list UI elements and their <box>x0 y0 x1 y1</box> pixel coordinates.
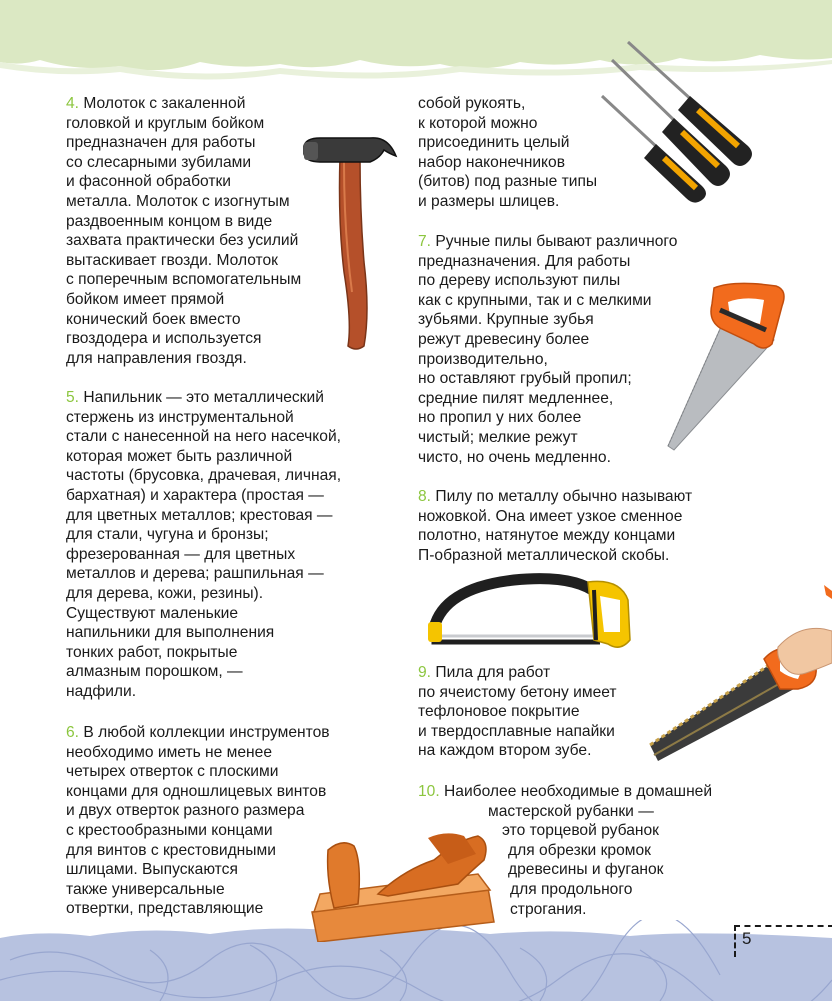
item-number: 4. <box>66 95 80 112</box>
text-line: бойком имеет прямой <box>66 290 225 308</box>
text-line: средние пилят медленнее, <box>418 389 614 407</box>
item-number: 7. <box>418 233 432 250</box>
text-line: надфили. <box>66 682 137 700</box>
text-line: головкой и круглым бойком <box>66 114 265 132</box>
text-line: шлицами. Выпускаются <box>66 861 238 879</box>
text-line: режут древесину более <box>418 330 590 348</box>
item-number: 5. <box>66 389 80 406</box>
text-line: тонких работ, покрытые <box>66 643 238 661</box>
paragraph-hand-saws <box>418 232 677 467</box>
item-number: 8. <box>418 488 432 505</box>
paragraph-screwdrivers <box>66 723 330 919</box>
text-line: для продольного <box>510 880 633 898</box>
text-line: Пилу по металлу обычно называют <box>435 488 693 505</box>
text-line: но оставляют грубый пропил; <box>418 370 632 388</box>
text-line: Наиболее необходимые в домашней <box>444 783 713 800</box>
text-line: Пила для работ <box>435 664 551 681</box>
text-line: древесины и фуганок <box>508 861 664 879</box>
text-line: для цветных металлов; крестовая — <box>66 506 333 524</box>
text-line: фрезерованная — для цветных <box>66 545 296 563</box>
text-line: набор наконечников <box>418 153 566 171</box>
paragraph-hammer <box>66 94 301 368</box>
text-line: зубьями. Крупные зубья <box>418 311 594 329</box>
text-line: собой рукоять, <box>418 95 526 112</box>
text-line: конический боек вместо <box>66 310 241 328</box>
text-line: Ручные пилы бывают различного <box>435 233 678 250</box>
text-line: чисто, но очень медленно. <box>418 448 611 466</box>
concrete-saw-icon <box>648 585 832 765</box>
text-line: отвертки, представляющие <box>66 900 264 918</box>
text-line: гвоздодера и используется <box>66 330 262 348</box>
text-line: строгания. <box>510 900 587 918</box>
text-line: концами для одношлицевых винтов <box>66 782 327 800</box>
text-line: Молоток с закаленной <box>83 95 246 112</box>
text-line: частоты (брусовка, драчевая, личная, <box>66 467 342 485</box>
text-line: это торцевой рубанок <box>502 822 659 840</box>
text-line: на каждом втором зубе. <box>418 742 592 760</box>
text-line: для обрезки кромок <box>508 841 651 859</box>
wood-plane-icon <box>308 830 498 942</box>
text-line: (битов) под разные типы <box>418 173 598 191</box>
paragraph-hacksaw <box>418 487 692 565</box>
text-line: как с крупными, так и с мелкими <box>418 291 652 309</box>
text-line: алмазным порошком, — <box>66 663 243 681</box>
item-number: 10. <box>418 783 440 800</box>
text-line: производительно, <box>418 350 548 368</box>
text-line: с крестообразными концами <box>66 821 273 839</box>
text-line: стержень из инструментальной <box>66 408 294 426</box>
text-line: чистый; мелкие режут <box>418 428 578 446</box>
text-line: с поперечным вспомогательным <box>66 271 302 289</box>
text-line: вытаскивает гвозди. Молоток <box>66 251 279 269</box>
text-line: для винтов с крестовидными <box>66 841 276 859</box>
text-line: тефлоновое покрытие <box>418 703 580 721</box>
text-line: четырех отверток с плоскими <box>66 763 279 781</box>
text-line: по ячеистому бетону имеет <box>418 683 617 701</box>
text-line: предназначен для работы <box>66 134 256 152</box>
paragraph-screwdrivers-continued <box>418 94 597 212</box>
text-line: полотно, натянутое между концами <box>418 527 676 545</box>
screwdrivers-icon <box>598 38 768 203</box>
text-line: и фасонной обработки <box>66 173 232 191</box>
hacksaw-icon <box>424 570 634 655</box>
text-line: П-образной металлической скобы. <box>418 546 670 564</box>
text-line: и твердосплавные напайки <box>418 722 615 740</box>
text-line: и двух отверток разного размера <box>66 802 305 820</box>
text-line: для стали, чугуна и бронзы; <box>66 526 269 544</box>
text-line: которая может быть различной <box>66 447 293 465</box>
text-line: мастерской рубанки — <box>488 802 654 820</box>
text-line: Существуют маленькие <box>66 604 238 622</box>
text-line: металла. Молоток с изогнутым <box>66 192 290 210</box>
text-line: захвата практически без усилий <box>66 232 299 250</box>
text-line: для направления гвоздя. <box>66 349 247 367</box>
text-line: для дерева, кожи, резины). <box>66 584 264 602</box>
text-line: присоединить целый <box>418 134 570 152</box>
text-line: необходимо иметь не менее <box>66 743 273 761</box>
text-line: предназначения. Для работы <box>418 252 631 270</box>
hand-saw-icon <box>664 280 789 455</box>
page-number: 5 <box>742 929 752 948</box>
text-line: по дереву используют пилы <box>418 272 621 290</box>
text-line: металлов и дерева; рашпильная — <box>66 565 324 583</box>
paragraph-file <box>66 388 341 702</box>
text-line: со слесарными зубилами <box>66 153 252 171</box>
paragraph-concrete-saw <box>418 663 617 761</box>
text-line: стали с нанесенной на него насечкой, <box>66 428 342 446</box>
text-line: и размеры шлицев. <box>418 192 560 210</box>
text-line: раздвоенным концом в виде <box>66 212 273 230</box>
hammer-icon <box>300 132 400 356</box>
text-line: Напильник — это металлический <box>83 389 324 406</box>
text-line: бархатная) и характера (простая — <box>66 486 324 504</box>
item-number: 6. <box>66 724 80 741</box>
text-line: но пропил у них более <box>418 409 582 427</box>
text-line: к которой можно <box>418 114 538 132</box>
text-line: также универсальные <box>66 880 225 898</box>
text-line: напильники для выполнения <box>66 624 275 642</box>
text-line: ножовкой. Она имеет узкое сменное <box>418 507 683 525</box>
text-line: В любой коллекции инструментов <box>83 724 330 741</box>
item-number: 9. <box>418 664 432 681</box>
